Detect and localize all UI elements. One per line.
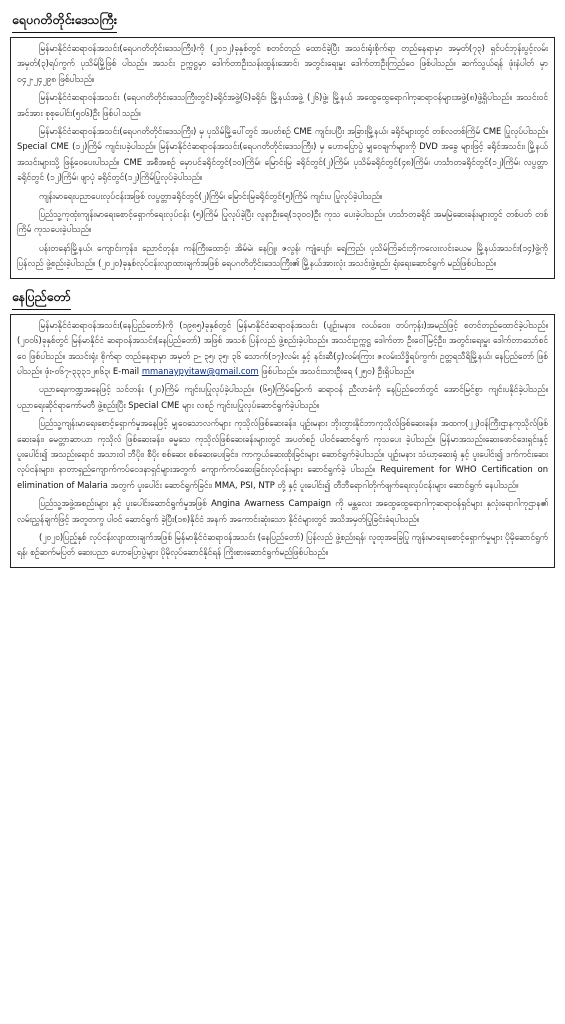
section-title-naypyitaw: နေပြည်တော် (12, 289, 71, 310)
paragraph: မြန်မာနိုင်ငံဆရာဝန်အသင်း(ရေပဂတိတိုင်းဒေသကြီး)ကို (၂၀၁၂)ခုနှစ်တွင် စတင်တည် ထောင်ခဲ့ပြီး အသင်းရုံးစိုက်ရာ တည်နေရာမှာ အမှတ်(၇၃) ရှင်ပင်ဘုန်းပွင့်လမ်း အမှတ်(၃)ရပ်ကွက် ပုသိမ်မြို့ဖြစ် ပါသည်။ အသင်း ဥက္ကဋ္ဌမှာ ဒေါက်တာဦးသန်းထွန်းအောင်၊ အတွင်းရေးမှူး ဒေါက်တာဦးကြည်ဝေ ဖြစ်ပါသည်။ ဆက်သွယ်ရန် ဖုံးနံပါတ် မှာ ၀၄၂-၂၄၂၉၈ ဖြစ်ပါသည်။ (17, 43, 548, 84)
paragraph: ပညာရေးကဏ္ဍအနေဖြင့် သင်တန်း (၂၀)ကြိမ် ကျင်းပပြုလုပ်ခဲ့ပါသည်။ (၆၅)ကြိမ်မြောက် ဆရာဝန် ညီလာခံကို နေပြည်တော်တွင် အောင်မြင်စွာ ကျင်းပနိုင်ခဲ့ပါသည်။ ပညာရေးဆိုင်ရာကော်မတီ ဖွဲ့စည်းပြီး Special CME များ လစဉ် ကျင်းပပြုလုပ်ဆောင်ရွက်ခဲ့ပါသည်။ (17, 384, 548, 410)
paragraph: ကျန်းမာရေးပညာပေးလုပ်ငန်းအဖြစ် လပွတ္တာခရိုင်တွင်(၂)ကြိမ်၊ မြောင်းမြခရိုင်တွင်(၅)ကြိမ် ကျင်းပ ပြုလုပ်ခဲ့ပါသည်။ (39, 190, 383, 201)
section-box-naypyitaw (10, 314, 555, 568)
document-page (10, 0, 555, 568)
email-suffix: ဖြစ်ပါသည်။ အသင်းသားဦးရေ (၂၅၀) ဦးရှိပါသည်။ (261, 365, 415, 376)
paragraph-text: မြန်မာနိုင်ငံဆရာဝန်အသင်း(နေပြည်တော်)ကို (၁၉၈၅)ခုနှစ်တွင် မြန်မာနိုင်ငံဆရာဝန်အသင်း (ပျဉ်းမနား၊ လယ်ဝေး၊ တပ်ကုန်း)အမည်ဖြင့် စတင်တည်ထောင်ခဲ့ပါသည်။ (၂၀၀၆)ခုနှစ်တွင် မြန်မာနိုင်ငံ ဆရာဝန်အသင်း(နေပြည်တော်) အဖြစ် အသစ် ပြန်လည် ဖွဲ့စည်းခဲ့ပါသည်။ အသင်းဥက္ကဋ္ဌ ဒေါက်တာ ဦးဝေါ်မြင့်ဦး၊ အတွင်းရေးမှူး ဒေါက်တာသော်စင်ဝေ ဖြစ်ပါသည်။ အသင်းရုံး စိုက်ရာ တည်နေရာမှာ အမှတ် ဉ- ၃၅၊ ၃၅၊ ၃၆ သောက်(၁၇)လမ်း နှင့် နင်းဆီ(၄)လမ်းကြား ဇလမ်းသိဒ္ဓိရပ်ကွက်၊ ဥတ္တရသီရိမြို့နယ်၊ နေပြည်တော် ဖြစ်ပါသည်။ ဖုံး-၀၆၇-၃၃၃၁၂၈၆၃၊ (17, 319, 548, 376)
paragraph: ပြည်သူ့ကျန်းမာရေးစောင့်ရှောက်မှုအနေဖြင့် မျှဝေသောလက်များ ကုသိုလ်ဖြစ်ဆေးခန်း၊ ပျဉ်းမနား ဘိုးတွားနိုင်ဘာကုသိုလ်ဖြစ်ဆေးခန်း၊ အထက(၂၂)ဝန်ကြီးဌာနကုသိုလ်ဖြစ်ဆေးခန်း၊ မေတ္တာဆာယာ ကုသိုလ် ဖြစ်ဆေးခန်း၊ ဓမ္မသေ ကုသိုလ်ဖြစ်ဆေးခန်းများတွင် အပတ်စဉ် ပါဝင်ဆောင်ရွက် ကုသပေး ခဲ့ပါသည်။ မြန်မာအသည်းဆေးဖောင်ဒေးရှင်းနှင့်ပူးပေါင်း၍ အသည်းရောင် အသားဝါ ဘီပိုး၊ စီပိုး စစ်ဆေး စစ်ဆေးပေးခြင်း၊ ကာကွယ်ဆေးထိုးခြင်းများ ဆောင်ရွက်ခဲ့ပါသည်။ ပျဉ်းမနား သံဃာ့ဆေးရုံ နှင့် ပူးပေါင်း၍ ဒက်ကင်းဆေး လုပ်ငန်းများ၊ နာတာရှည်ကျောက်ကပ်ဝေဒနာရှင်များအတွက် ကျောက်ကပ်ဆေးခြင်းလုပ်ငန်းများ ဆောင်ရွက်ခဲ့ ပါသည်။ Requirement for WHO Certification on elimination of Malaria အတွက် ပူးပေါင်း ဆောင်ရွက်ခြင်း၊ MMA, PSI, NTP တို့ နှင့် ပူးပေါင်း၍ တီဘီရောဂါတိုက်ဖျက်ရေးလုပ်ငန်းများ ဆောင်ရွက် နေပါသည်။ (17, 418, 548, 490)
paragraph: မြန်မာနိုင်ငံဆရာဝန်အသင်း(ရေပဂတိတိုင်းဒေသကြီး) မှ ပုသိမ်မြို့ပေါ်တွင် အပတ်စဉ် CME ကျင်းပပြီး အခြားမြို့နယ်၊ ခရိုင်များတွင် တစ်လတစ်ကြိမ် CME ပြုလုပ်ပါသည်။ Special CME (၁၂)ကြိမ် ကျင်းပခဲ့ပါသည်။ မြန်မာနိုင်ငံဆရာဝန်အသင်း(ရေပဂတိတိုင်းဒေသကြီး) မှ ဟောပြောပွဲ မျှဝေချက်များကို DVD အခွေ များဖြင့် ခရိုင်အသင်း၊ မြို့နယ်အသင်းများသို့ ဖြန့်ဝေပေးပါသည်။ CME အစီအစဉ် မှောပင်ခရိုင်တွင်(၁၀)ကြိမ်၊ မြောင်းမြ ခရိုင်တွင်(၂)ကြိမ်၊ ပုသိမ်ခရိုင်တွင်(၄၈)ကြိမ်၊ ဟင်္သာတခရိုင်တွင်(၁၂)ကြိမ်၊ လပွတ္တာခရိုင်တွင် (၁၂)ကြိမ်၊ ဖျာပုံ ခရိုင်တွင်(၁၂)ကြိမ်ပြုလုပ်ခဲ့ပါသည်။ (17, 126, 548, 183)
section-title-ayeyarwady: ရေပဂတိတိုင်းဒေသကြီး (12, 12, 117, 33)
section-box-ayeyarwady (10, 37, 555, 279)
email-link[interactable]: mmanaypyitaw@gmail.com (141, 365, 259, 376)
paragraph: (၂၀၂၀)ပြည့်နှစ် လုပ်ငန်းလျာထားချက်အဖြစ် မြန်မာနိုင်ငံဆရာဝန်အသင်း (နေပြည်တော်) ပြန်လည် ဖွဲ့စည်းရန်၊ လူထုအခြေပြု ကျန်းမာရေးစောင့်ရှောက်မှုများ ပိုမိုဆောင်ရွက်ရန်၊ စဉ်ဆက်မပြတ် ဆေးပညာ ဟောပြောပွဲများ ပိုမိုလုပ်ဆောင်နိုင်ရန် ကြိုးစားဆောင်ရွက်မည်ဖြစ်ပါသည်။ (17, 531, 548, 558)
paragraph: မြန်မာနိုင်ငံဆရာဝန်အသင်း (ရေပဂတိတိုင်းဒေသကြီးတွင်)ခရိုင်အဖွဲ့(၆)ခရိုင်၊ မြို့နယ်အဖွဲ့ (၂၆)ဖွဲ့၊ မြို့နယ် အထွေထွေရောဂါကုဆရာဝန်များအဖွဲ့(၈)ဖွဲ့ရှိပါသည်။ အသင်းဝင်အင်အား စုစုပေါင်း(၅၀၆)ဦး ဖြစ်ပါ သည်။ (17, 92, 548, 118)
paragraph: ပြည်သူ့အဖွဲ့အစည်းများ နှင့် ပူးပေါင်းဆောင်ရွက်မှုအဖြစ် Angina Awarness Campaign ကို မန္တလေး အထွေထွေရောဂါကုဆရာဝန်ရှင်များ နှလုံးရောဂါကုဌာန၏ လမ်းညွှန်ချက်ဖြင့် အတူတကွ ပါဝင် ဆောင်ရွက် ခဲ့ပြီး(၁၈)နိုင်ငံ အနက် အကောင်းဆုံးသော နိုင်ငံများတွင် အသိအမှတ်ပြုခြင်းခံရပါသည်။ (17, 498, 548, 524)
paragraph (17, 318, 548, 380)
paragraph: ပန်းတနော်မြို့နယ်၊ ကျောင်းကုန်း၊ ညောင်တုန်း၊ ကန်ကြီးထောင့်၊ အိမ်မဲ၊ နေဂြူ၊ ဇလွန်၊ ကျုံပျော်၊ ရေကြည်၊ ပုသိမ်ကြံခင်းဘိုကလေးလင်းခယမ မြို့နယ်အသင်း(၁၄)ဖွဲ့ကို ပြန်လည် ဖွဲ့စည်းခဲ့ပါသည်။ (၂၀၂၀)ခုနှစ်လုပ်ငန်းလျာထားချက်အဖြစ် ရေပဂတိတိုင်းဒေသကြီး၏ မြို့နယ်အားလုံး အသင်းဖွဲ့စည်း ရုံးရေးဆောင်ရွက် မည်ဖြစ်ပါသည်။ (17, 242, 548, 269)
email-label: E-mail (112, 365, 140, 376)
paragraph: ပြည်သူ့ကုထုံးကျန်းမာရေးစောင့်ရှောက်ရေးလုပ်ငန်း (၅)ကြိမ် ပြုလုပ်ခဲ့ပြီး လူနာဦးရေ(၁၃၀၀)ဦး ကုသ ပေးခဲ့ပါသည်။ ဟင်္သာတခရိုင် အမမြဲဆေးခန်းများတွင် တစ်ပတ် တစ်ကြိမ် ကုသပေးခဲ့ပါသည်။ (17, 209, 548, 235)
